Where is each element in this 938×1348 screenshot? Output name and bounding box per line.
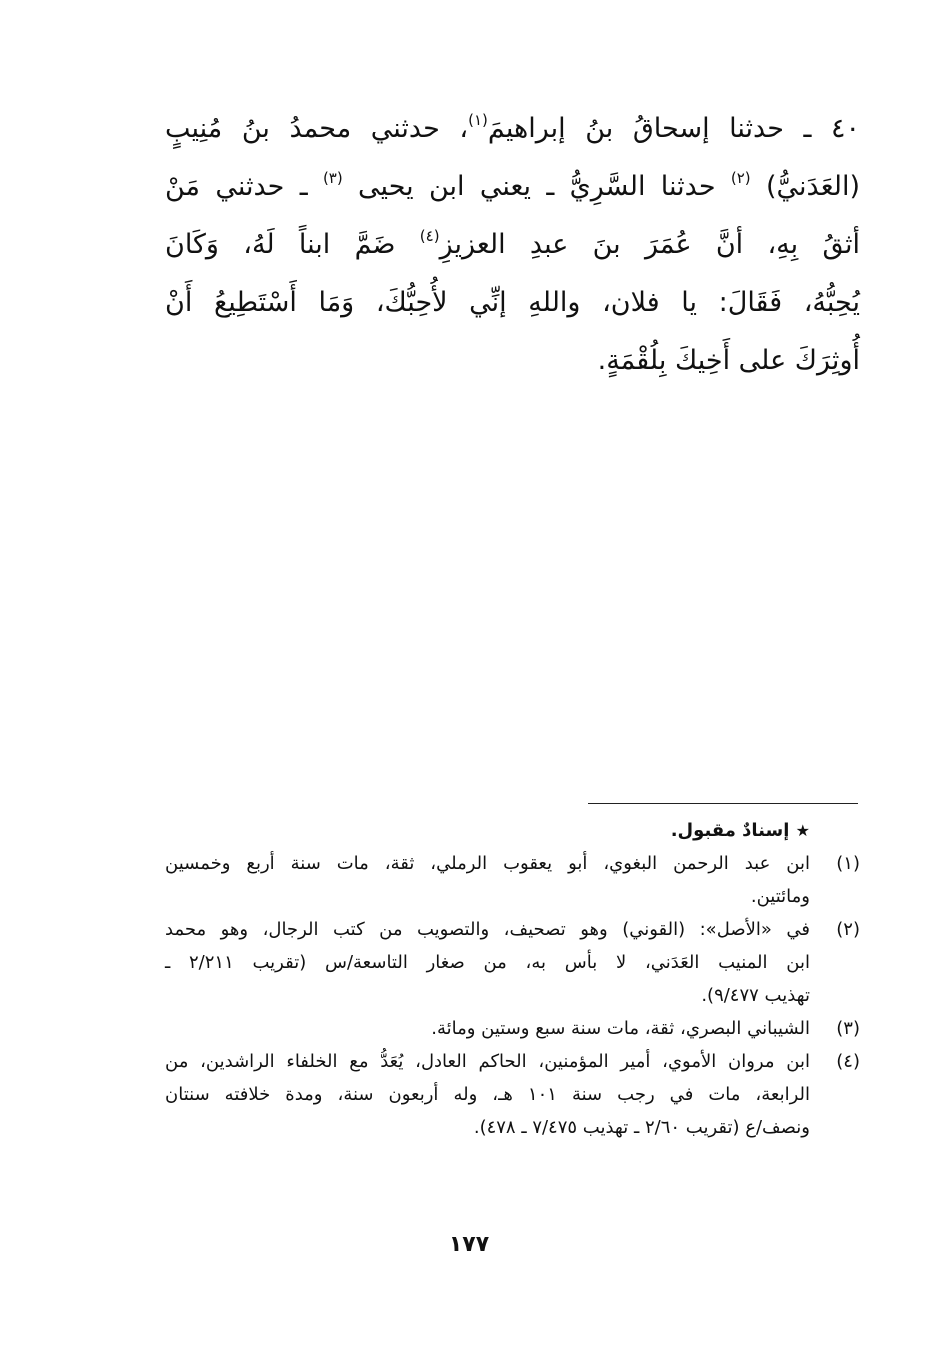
footnote-line: ابن المنيب العَدَني، لا بأس به، من صغار التاسعة/س (تقريب ٢/٢١١ ـ <box>165 952 810 973</box>
footnote-marker-3: (٣) <box>322 169 343 187</box>
footnote-number: (٢) <box>836 919 860 940</box>
footnote-divider <box>588 803 858 804</box>
hadith-line-4: يُحِبُّهُ، فَقَالَ: يا فلان، واللهِ إنِّي لأُحِبُّكَ، وَمَا أَسْتَطِيعُ أَنْ <box>165 287 860 318</box>
footnote-line: في «الأصل»: (القوني) وهو تصحيف، والتصويب من كتب الرجال، وهو محمد <box>165 919 810 940</box>
footnote-marker-1: (١) <box>468 111 488 129</box>
footnote-1 <box>165 847 860 913</box>
footnote-marker-4: (٤) <box>419 227 440 245</box>
footnote-2 <box>165 913 860 1012</box>
hadith-line-1: ٤٠ ـ حدثنا إسحاقُ بنُ إبراهيمَ$^{(١)}$، حدثني محمدُ بنُ مُنِيبٍ <box>165 111 860 144</box>
footnote-line: الرابعة، مات في رجب سنة ١٠١ هـ، وله أربعون سنة، ومدة خلافته سنتان <box>165 1084 810 1105</box>
isnad-grade-text: إسنادٌ مقبول. <box>670 820 790 841</box>
star-icon: ★ <box>795 821 810 840</box>
footnote-number: (٤) <box>836 1051 860 1072</box>
hadith-line-5: أُوثِرَكَ على أَخِيكَ بِلُقْمَةٍ. <box>597 345 860 376</box>
footnote-line: تهذيب ٩/٤٧٧). <box>701 985 810 1006</box>
isnad-grade-note <box>165 814 860 847</box>
hadith-line-2: (العَدَنيُّ) $^{(٢)}$ حدثنا السَّرِيُّ ـ يعني ابن يحيى $^{(٣)}$ ـ حدثني مَنْ <box>165 169 860 202</box>
footnote-number: (٣) <box>836 1018 860 1039</box>
footnote-line: ابن عبد الرحمن البغوي، أبو يعقوب الرملي، ثقة، مات سنة أربع وخمسين <box>165 853 810 874</box>
footnote-line: ومائتين. <box>750 886 810 907</box>
footnote-number: (١) <box>836 853 860 874</box>
footnote-4 <box>165 1045 860 1144</box>
hadith-line-3: أثقُ بِهِ، أنَّ عُمَرَ بنَ عبدِ العزيزِ$^{(٤)}$ ضَمَّ ابناً لَهُ، وَكَانَ <box>165 227 860 260</box>
footnotes-section <box>165 814 860 1144</box>
footnote-marker-2: (٢) <box>730 169 751 187</box>
footnote-line: ابن مروان الأموي، أمير المؤمنين، الحاكم العادل، يُعَدُّ مع الخلفاء الراشدين، من <box>165 1051 810 1072</box>
footnote-line: ونصف/ع (تقريب ٢/٦٠ ـ تهذيب ٧/٤٧٥ ـ ٤٧٨). <box>473 1117 810 1138</box>
page-number: ١٧٧ <box>448 1232 490 1257</box>
footnote-3 <box>165 1012 860 1045</box>
hadith-text <box>165 100 860 390</box>
footnote-line: الشيباني البصري، ثقة، مات سنة سبع وستين ومائة. <box>431 1018 810 1039</box>
